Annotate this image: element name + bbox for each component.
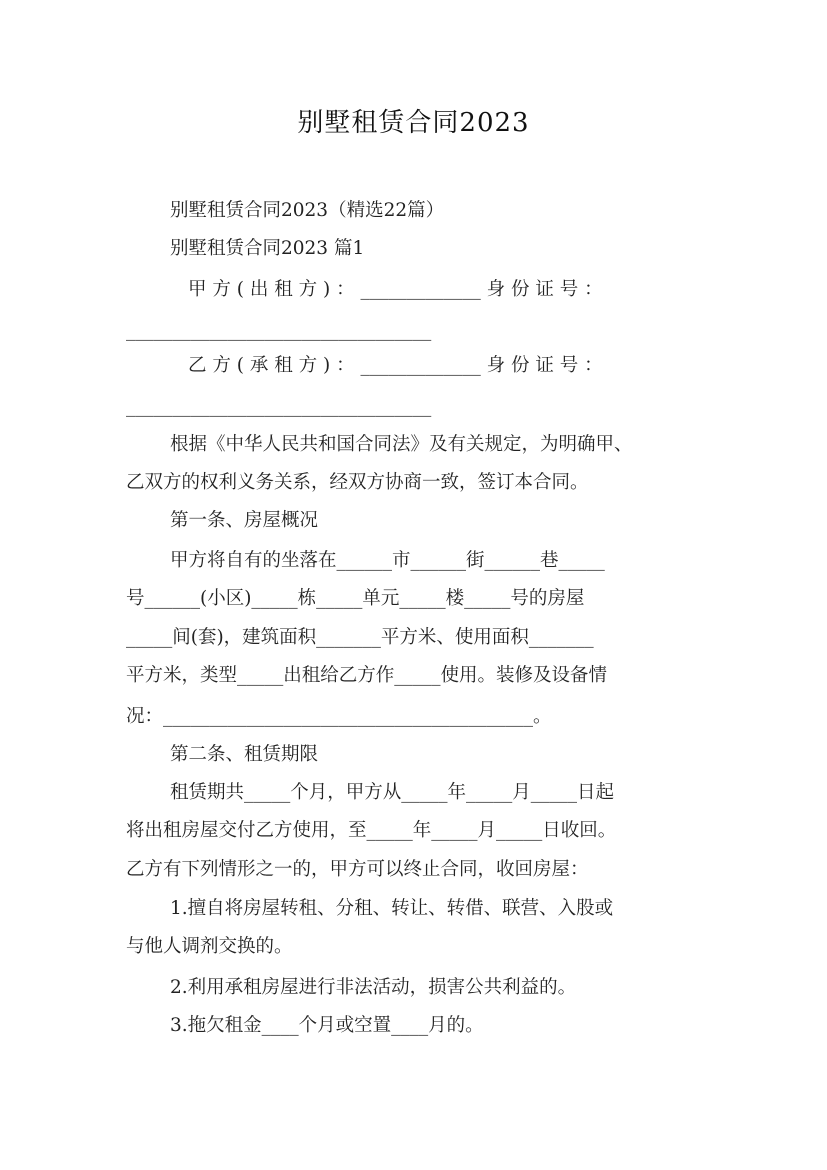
article-1-line: 号______(小区)_____栋_____单元_____楼_____号的房屋: [126, 588, 585, 609]
article-1-heading: 第一条、房屋概况: [170, 510, 319, 531]
article-1-line: 况：________________________________________。: [126, 706, 552, 727]
article-1-line: _____间(套)，建筑面积_______平方米、使用面积_______: [126, 627, 594, 648]
party-b-line: 乙 方 ( 承 租 方 ) ： _____________ 身 份 证 号 ：: [188, 355, 603, 376]
article-1-line: 甲方将自有的坐落在______市______街______巷_____: [170, 550, 605, 571]
list-item-1: 1.擅自将房屋转租、分租、转让、转借、联营、入股或: [170, 898, 614, 919]
party-a-id-blank: _________________________________: [126, 320, 432, 341]
article-2-line: 将出租房屋交付乙方使用，至_____年_____月_____日收回。: [126, 820, 617, 841]
list-item-2: 2.利用承租房屋进行非法活动，损害公共利益的。: [170, 977, 577, 998]
list-item-1-continued: 与他人调剂交换的。: [126, 936, 293, 957]
list-item-3: 3.拖欠租金____个月或空置____月的。: [170, 1015, 484, 1036]
party-b-id-blank: _________________________________: [126, 396, 432, 417]
section-heading: 别墅租赁合同2023 篇1: [170, 238, 365, 259]
intro-paragraph-line: 乙双方的权利义务关系，经双方协商一致，签订本合同。: [126, 472, 589, 493]
party-a-line: 甲 方 ( 出 租 方 ) ： _____________ 身 份 证 号 ：: [188, 279, 603, 300]
intro-paragraph-line: 根据《中华人民共和国合同法》及有关规定，为明确甲、: [170, 434, 633, 455]
article-2-heading: 第二条、租赁期限: [170, 744, 319, 765]
document-subtitle: 别墅租赁合同2023（精选22篇）: [170, 200, 445, 221]
article-2-line: 乙方有下列情形之一的，甲方可以终止合同，收回房屋：: [126, 859, 589, 880]
article-2-line: 租赁期共_____个月，甲方从_____年_____月_____日起: [170, 782, 615, 803]
article-1-line: 平方米，类型_____出租给乙方作_____使用。装修及设备情: [126, 665, 608, 686]
document-title: 别墅租赁合同2023: [297, 108, 530, 138]
